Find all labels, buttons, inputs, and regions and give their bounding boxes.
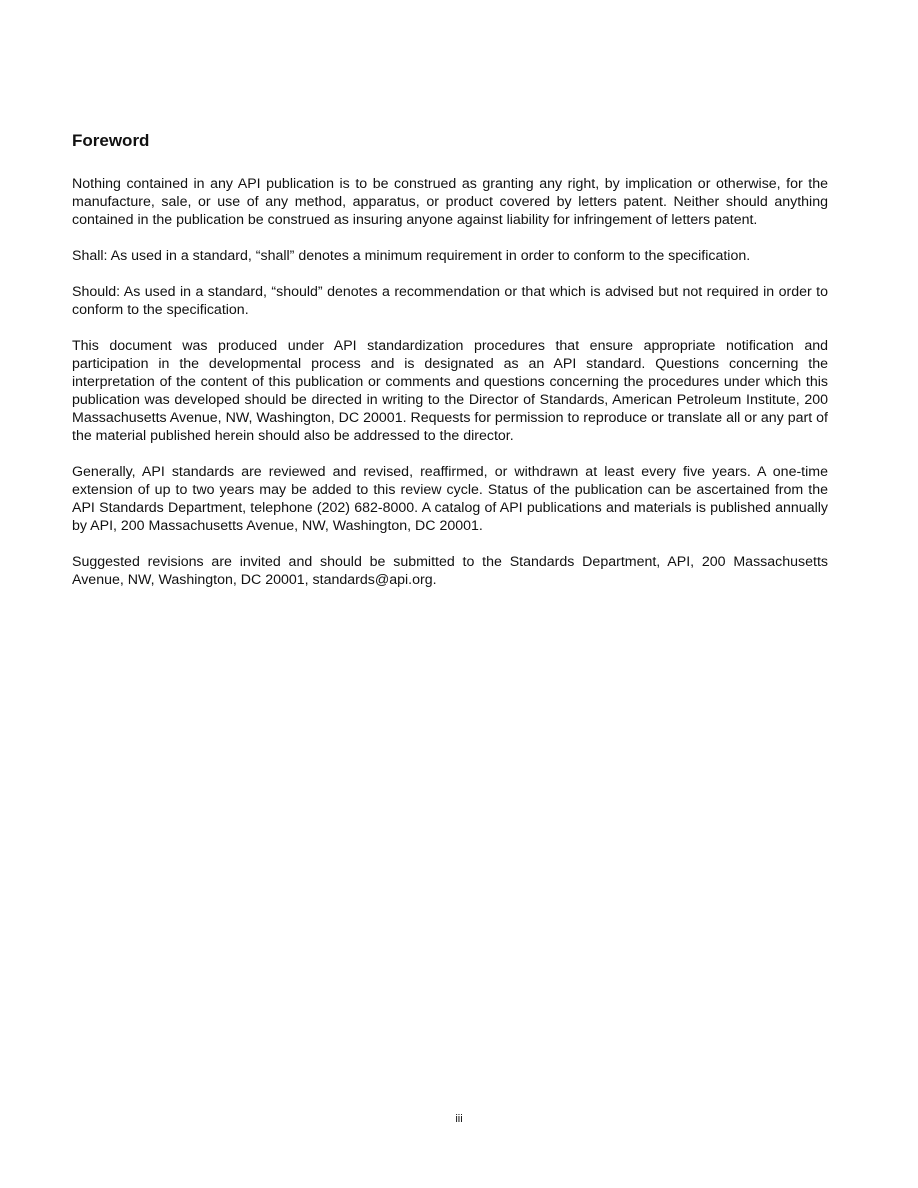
page-number: iii	[455, 1113, 463, 1125]
paragraph-review-cycle: Generally, API standards are reviewed and revised, reaffirmed, or withdrawn at least every five years. A one-time extension of up to two years may be added to this review cycle. Status of the publication can be ascertained from the API Standards Department, telephone (202) 682-8000. A catalog of API publications and materials is published annually by API, 200 Massachusetts Avenue, NW, Washington, DC 20001.	[72, 464, 828, 534]
paragraph-shall-definition: Shall: As used in a standard, “shall” denotes a minimum requirement in order to conform to the specification.	[72, 248, 751, 264]
paragraph-patent-disclaimer: Nothing contained in any API publication is to be construed as granting any right, by implication or otherwise, for the manufacture, sale, or use of any method, apparatus, or product covered by letters patent. Neither should anything contained in the publication be construed as insuring anyone against liability for infringement of letters patent.	[72, 176, 828, 228]
paragraph-suggested-revisions: Suggested revisions are invited and should be submitted to the Standards Department, API, 200 Massachusetts Avenue, NW, Washington, DC 20001, standards@api.org.	[72, 554, 828, 588]
paragraph-standardization-procedures: This document was produced under API standardization procedures that ensure appropriate notification and participation in the developmental process and is designated as an API standard. Questions concerning the interpretation of the content of this publication or comments and questions concerning the procedures under which this publication was developed should be directed in writing to the Director of Standards, American Petroleum Institute, 200 Massachusetts Avenue, NW, Washington, DC 20001. Requests for permission to reproduce or translate all or any part of the material published herein should also be addressed to the director.	[72, 338, 828, 444]
document-page-body	[72, 130, 828, 607]
page-title: Foreword	[72, 131, 150, 150]
paragraph-should-definition: Should: As used in a standard, “should” denotes a recommendation or that which is advised but not required in order to conform to the specification.	[72, 284, 828, 318]
